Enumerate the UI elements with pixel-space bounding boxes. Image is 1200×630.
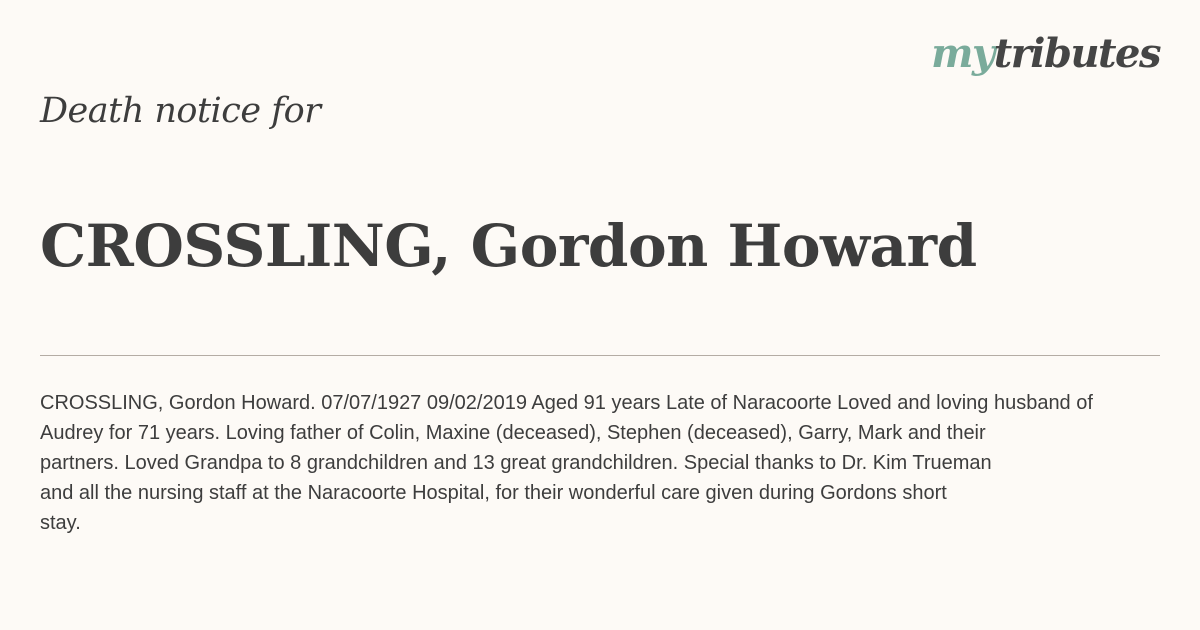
notice-line: CROSSLING, Gordon Howard. 07/07/1927 09/02/2019 Aged 91 years Late of Naracoorte Loved and loving husband of	[40, 392, 1093, 414]
deceased-name: CROSSLING, Gordon Howard	[40, 212, 977, 280]
notice-line: partners. Loved Grandpa to 8 grandchildren and 13 great grandchildren. Special thanks to Dr. Kim Trueman	[40, 452, 992, 474]
notice-line: and all the nursing staff at the Naracoorte Hospital, for their wonderful care given during Gordons short	[40, 482, 947, 504]
notice-text	[40, 388, 1165, 538]
death-notice-heading: Death notice for	[40, 91, 321, 131]
notice-line: stay.	[40, 512, 81, 534]
divider	[40, 355, 1160, 356]
logo-my-text: my	[931, 30, 994, 77]
logo-tributes-text: tributes	[993, 30, 1160, 77]
mytributes-logo[interactable]	[931, 30, 1160, 77]
notice-line: Audrey for 71 years. Loving father of Colin, Maxine (deceased), Stephen (deceased), Garry, Mark and their	[40, 422, 986, 444]
